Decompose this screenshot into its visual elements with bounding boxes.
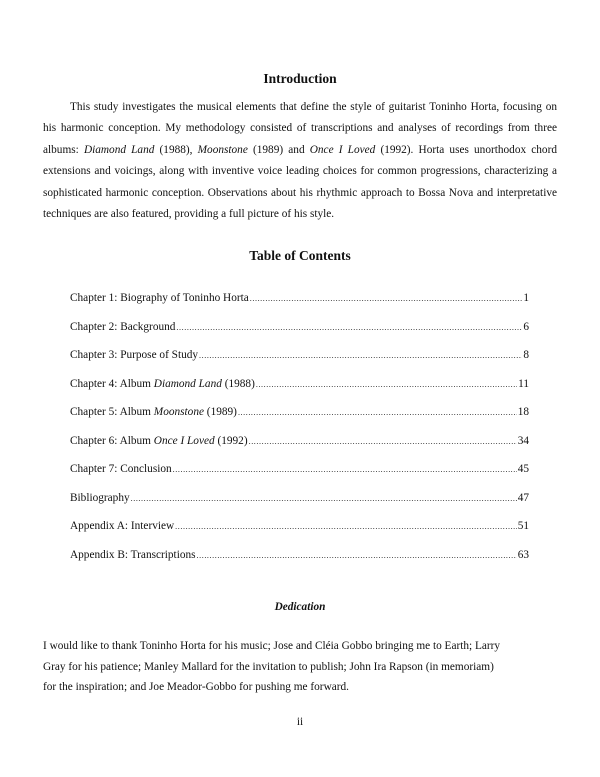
toc-entry-label: Bibliography (70, 491, 130, 504)
toc-leader-dots (199, 351, 522, 360)
toc-page-number: 8 (523, 349, 529, 361)
toc-leader-dots (238, 408, 517, 417)
toc-entry (70, 406, 529, 435)
toc-page-number: 63 (517, 548, 529, 561)
toc-entry (70, 520, 529, 549)
toc-leader-dots (197, 551, 517, 560)
toc-entry (70, 435, 529, 464)
toc-entry (70, 549, 529, 578)
album-title: Diamond Land (83, 143, 155, 156)
dedication-line: I would like to thank Toninho Horta for his music; Jose and Cléia Gobbo bringing me to Earth; Larry (43, 640, 501, 652)
dedication-line: for the inspiration; and Joe Meador-Gobbo for pushing me forward. (43, 681, 349, 693)
toc-leader-dots (173, 465, 517, 474)
toc-entry-label: Chapter 3: Purpose of Study (70, 349, 199, 361)
toc-leader-dots (175, 522, 517, 531)
toc-entry (70, 292, 529, 321)
toc-entry (70, 321, 529, 350)
introduction-heading: Introduction (263, 71, 337, 86)
album-title: Moonstone (197, 143, 248, 156)
toc-page-number: 45 (517, 463, 529, 475)
toc-page-number: 1 (523, 292, 529, 304)
toc-page-number: 6 (523, 320, 529, 333)
dedication-heading: Dedication (274, 601, 326, 613)
toc-entry-label: Chapter 1: Biography of Toninho Horta (70, 292, 249, 304)
toc-entry-label: Appendix A: Interview (70, 520, 175, 532)
toc-entry (70, 378, 529, 407)
toc-entry-label: Appendix B: Transcriptions (70, 548, 196, 561)
toc-page-number: 11 (518, 377, 529, 390)
toc-entry-label: Chapter 5: Album Moonstone (1989) (70, 406, 237, 418)
toc-leader-dots (249, 437, 517, 446)
dedication-line: Gray for his patience; Manley Mallard for the invitation to publish; John Ira Rapson (in memoriam) (43, 660, 494, 673)
table-of-contents (70, 292, 529, 577)
page-number: ii (296, 716, 304, 728)
dedication-paragraph (43, 636, 543, 698)
toc-entry-label: Chapter 4: Album Diamond Land (1988) (70, 377, 255, 390)
toc-entry-label: Chapter 2: Background (70, 320, 176, 333)
toc-page-number: 47 (517, 491, 529, 504)
toc-leader-dots (256, 380, 517, 389)
toc-leader-dots (250, 294, 523, 303)
toc-heading: Table of Contents (249, 248, 351, 263)
album-title: Once I Loved (309, 143, 376, 156)
toc-entry-label: Chapter 7: Conclusion (70, 463, 172, 475)
toc-page-number: 51 (517, 520, 529, 532)
toc-entry-label: Chapter 6: Album Once I Loved (1992) (70, 434, 248, 447)
introduction-paragraph: This study investigates the musical elements that define the style of guitarist Toninho Horta, focusing on his harmonic conception. My methodology consisted of transcriptions and analyses of recordings from three albums: Diamond Land (1988), Moonstone (1989) and Once I Loved (1992). Horta uses unorthodox chord extensions and voicings, along with inventive voice leading choices for common progressions, characterizing a sophisticated harmonic conception. Observations about his rhythmic approach to Bossa Nova and interpretative techniques are also featured, providing a full picture of his style. (43, 101, 557, 221)
toc-leader-dots (176, 323, 522, 332)
toc-page-number: 34 (517, 434, 529, 447)
toc-entry (70, 492, 529, 521)
toc-leader-dots (131, 494, 517, 503)
toc-entry (70, 463, 529, 492)
toc-page-number: 18 (517, 406, 529, 418)
toc-entry (70, 349, 529, 378)
